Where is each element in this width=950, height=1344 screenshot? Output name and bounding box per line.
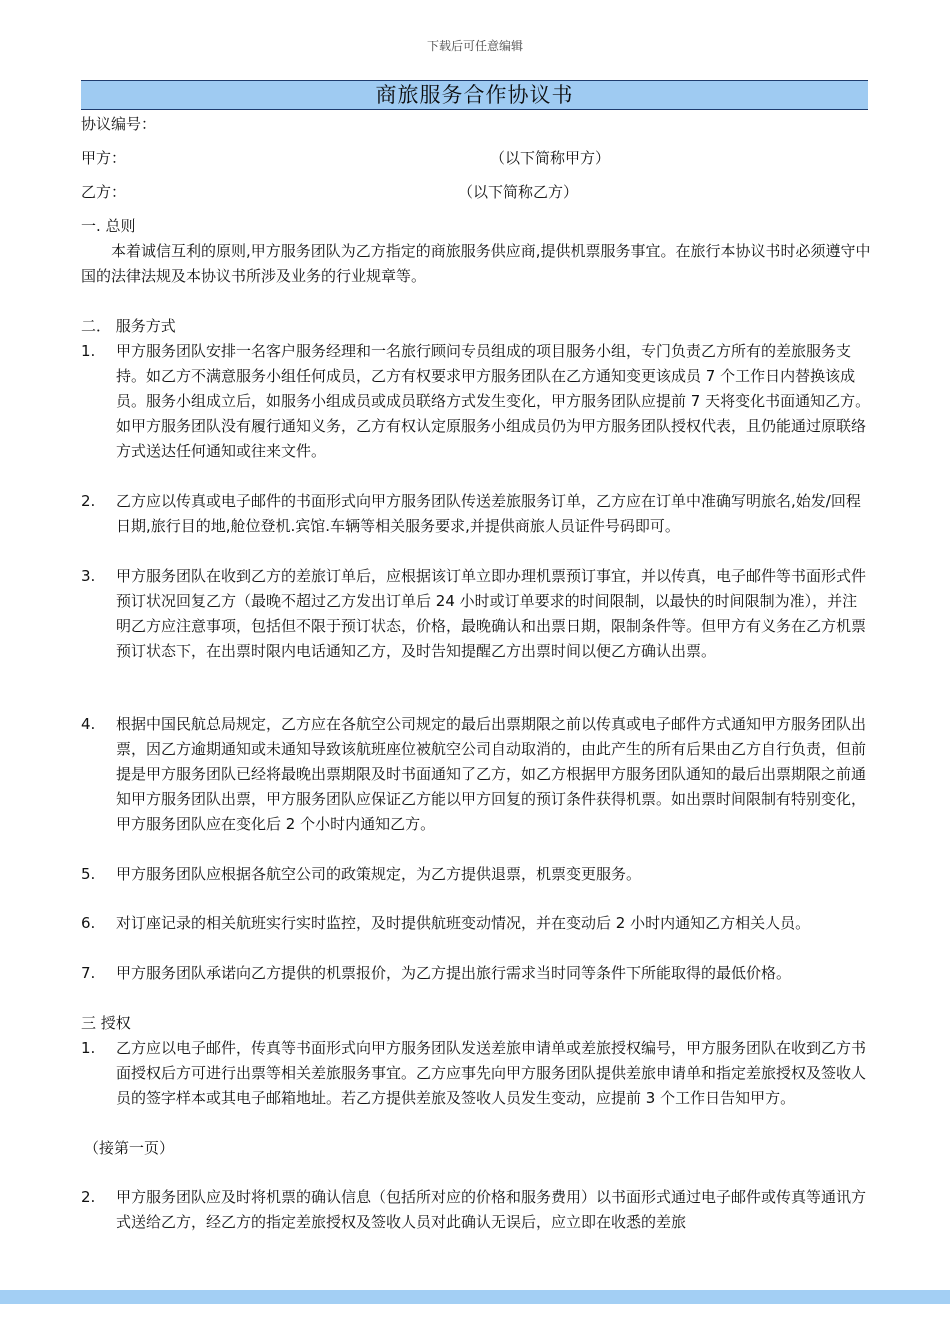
continued-note: （接第一页） [84, 1139, 175, 1157]
item-number: 5. [81, 865, 96, 883]
document-title: 商旅服务合作协议书 [81, 80, 868, 110]
section-2-heading: 二． 服务方式 [81, 317, 176, 335]
item-text: 甲方服务团队应根据各航空公司的政策规定，为乙方提供退票，机票变更服务。 [116, 865, 642, 883]
section-3-item-1 [81, 1036, 881, 1111]
agreement-number-label: 协议编号： [81, 115, 157, 133]
section-2-item-6 [81, 911, 881, 936]
section-1-text: 本着诚信互利的原则,甲方服务团队为乙方指定的商旅服务供应商,提供机票服务事宜。在旅行本协议书时必须遵守中国的法律法规及本协议书所涉及业务的行业规章等。 [81, 242, 871, 285]
item-text: 甲方服务团队安排一名客户服务经理和一名旅行顾问专员组成的项目服务小组，专门负责乙方所有的差旅服务支持。如乙方不满意服务小组任何成员，乙方有权要求甲方服务团队在乙方通知变更该成员 7 个工作日内替换该成员。服务小组成立后，如服务小组成员或成员联络方式发生变化，甲方服务团队应提前 7 天将变化书面通知乙方。如甲方服务团队没有履行通知义务，乙方有权认定原服务小组成员仍为甲方服务团队授权代表，且仍能通过原联络方式送达任何通知或往来文件。 [116, 342, 871, 460]
section-3-item-2 [81, 1185, 881, 1235]
section-2-item-3 [81, 564, 881, 664]
item-text: 甲方服务团队承诺向乙方提供的机票报价，为乙方提出旅行需求当时同等条件下所能取得的最低价格。 [116, 964, 792, 982]
item-text: 对订座记录的相关航班实行实时监控，及时提供航班变动情况，并在变动后 2 小时内通知乙方相关人员。 [116, 914, 811, 932]
item-text: 甲方服务团队在收到乙方的差旅订单后，应根据该订单立即办理机票预订事宜，并以传真，电子邮件等书面形式件预订状况回复乙方（最晚不超过乙方发出订单后 24 小时或订单要求的时间限制，以最快的时间限制为准），并注明乙方应注意事项，包括但不限于预订状态，价格，最晚确认和出票日期，限制条件等。但甲方有义务在乙方机票预订状态下，在出票时限内电话通知乙方，及时告知提醒乙方出票时间以便乙方确认出票。 [116, 567, 867, 660]
header-note: 下载后可任意编辑 [426, 39, 523, 53]
section-2-item-4 [81, 712, 881, 837]
item-number: 2. [81, 492, 96, 510]
item-text: 乙方应以传真或电子邮件的书面形式向甲方服务团队传送差旅服务订单，乙方应在订单中准确写明旅名,始发/回程日期,旅行目的地,舱位登机.宾馆.车辆等相关服务要求,并提供商旅人员证件号码即可。 [116, 492, 861, 535]
item-number: 1. [81, 1039, 96, 1057]
section-2-item-1 [81, 339, 881, 464]
item-number: 6. [81, 914, 96, 932]
section-2-item-7 [81, 961, 881, 986]
party-b-label: 乙方： [81, 183, 127, 201]
item-number: 3. [81, 567, 96, 585]
party-a-label: 甲方： [81, 149, 127, 167]
section-3-heading: 三 授权 [81, 1014, 131, 1032]
section-2-item-2 [81, 489, 881, 539]
section-1-heading: 一. 总则 [81, 217, 136, 235]
party-a-note: （以下简称甲方） [490, 149, 611, 167]
item-number: 7. [81, 964, 96, 982]
item-number: 2. [81, 1188, 96, 1206]
section-2-item-5 [81, 862, 881, 887]
footer-bar [0, 1290, 950, 1304]
item-text: 乙方应以电子邮件，传真等书面形式向甲方服务团队发送差旅申请单或差旅授权编号，甲方服务团队在收到乙方书面授权后方可进行出票等相关差旅服务事宜。乙方应事先向甲方服务团队提供差旅申请单和指定差旅授权及签收人员的签字样本或其电子邮箱地址。若乙方提供差旅及签收人员发生变动，应提前 3 个工作日告知甲方。 [116, 1039, 867, 1107]
item-number: 1. [81, 342, 96, 360]
item-number: 4. [81, 715, 96, 733]
item-text: 根据中国民航总局规定，乙方应在各航空公司规定的最后出票期限之前以传真或电子邮件方式通知甲方服务团队出票，因乙方逾期通知或未通知导致该航班座位被航空公司自动取消的，由此产生的所有后果由乙方自行负责，但前提是甲方服务团队已经将最晚出票期限及时书面通知了乙方，如乙方根据甲方服务团队通知的最后出票期限之前通知甲方服务团队出票，甲方服务团队应保证乙方能以甲方回复的预订条件获得机票。如出票时间限制有特别变化，甲方服务团队应在变化后 2 个小时内通知乙方。 [116, 715, 867, 833]
section-1-paragraph [81, 239, 871, 289]
party-b-note: （以下简称乙方） [458, 183, 579, 201]
item-text: 甲方服务团队应及时将机票的确认信息（包括所对应的价格和服务费用）以书面形式通过电子邮件或传真等通讯方式送给乙方，经乙方的指定差旅授权及签收人员对此确认无误后，应立即在收悉的差旅 [116, 1188, 867, 1231]
